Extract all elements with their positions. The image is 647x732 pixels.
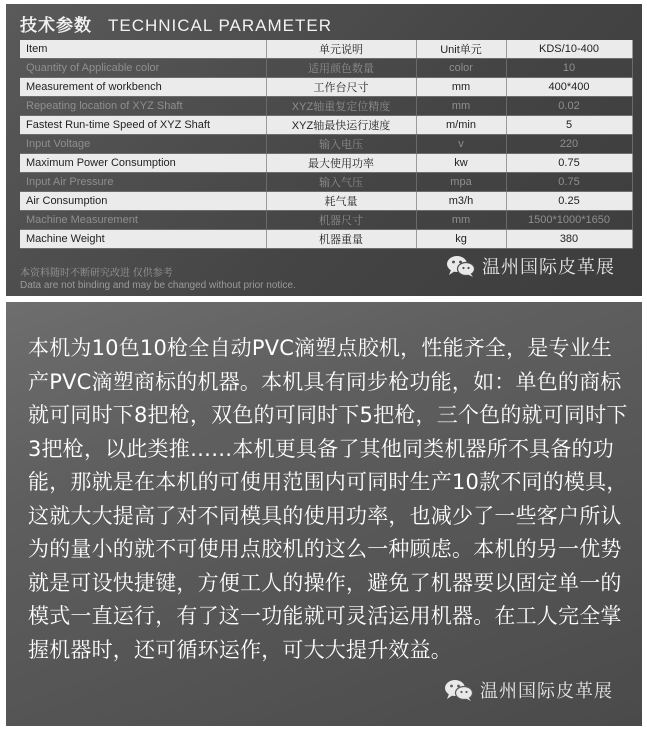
- spec-title: [20, 11, 332, 36]
- spec-item-en: Fastest Run-time Speed of XYZ Shaft: [20, 116, 266, 135]
- spec-unit: v: [416, 135, 506, 154]
- spec-title-en: TECHNICAL PARAMETER: [108, 16, 332, 35]
- spec-item-en: Machine Measurement: [20, 211, 266, 230]
- description-text: 本机为10色10枪全自动PVC滴塑点胶机，性能齐全，是专业生产PVC滴塑商标的机器。本机具有同步枪功能，如：单色的商标就可同时下8把枪，双色的可同时下5把枪，三个色的就可同时下3把枪，以此类推……本机更具备了其他同类机器所不具备的功能，那就是在本机的可使用范围内可同时生产10款不同的模具，这就大大提高了对不同模具的使用功率，也减少了一些客户所认为的量小的就不可使用点胶机的这么一种顾虑。本机的另一优势就是可设快捷键，方便工人的操作，避免了机器要以固定单一的模式一直运行，有了这一功能就可灵活运用机器。在工人完全掌握机器时，还可循环运作，可大大提升效益。: [28, 336, 628, 662]
- spec-item-en: Air Consumption: [20, 192, 266, 211]
- spec-row: [20, 135, 632, 154]
- spec-value: 220: [506, 135, 632, 154]
- spec-item-en: Input Air Pressure: [20, 173, 266, 192]
- spec-row: [20, 59, 632, 78]
- spec-item-en: Repeating location of XYZ Shaft: [20, 97, 266, 116]
- spec-table: [20, 40, 633, 249]
- spec-unit: m3/h: [416, 192, 506, 211]
- spec-unit: color: [416, 59, 506, 78]
- description-panel: [6, 302, 642, 726]
- spec-item-en: Measurement of workbench: [20, 78, 266, 97]
- brand-name: 温州国际皮革展: [480, 681, 613, 702]
- spec-item-cn: 机器尺寸: [266, 211, 416, 230]
- spec-row: [20, 116, 632, 135]
- spec-value: 1500*1000*1650: [506, 211, 632, 230]
- spec-item-cn: 耗气量: [266, 192, 416, 211]
- wechat-icon: [446, 254, 476, 278]
- spec-item-cn: 单元说明: [266, 40, 416, 59]
- spec-unit: mm: [416, 211, 506, 230]
- technical-parameter-panel: [6, 4, 642, 296]
- spec-row: [20, 78, 632, 97]
- wechat-icon: [444, 678, 474, 702]
- brand-watermark: [446, 253, 615, 279]
- spec-unit: m/min: [416, 116, 506, 135]
- spec-item-cn: XYZ轴重复定位精度: [266, 97, 416, 116]
- brand-name: 温州国际皮革展: [482, 257, 615, 278]
- spec-unit: mpa: [416, 173, 506, 192]
- spec-value: 0.75: [506, 154, 632, 173]
- spec-unit: kw: [416, 154, 506, 173]
- spec-unit: mm: [416, 78, 506, 97]
- spec-row: [20, 173, 632, 192]
- disclaimer-cn: 本资料随时不断研究改进 仅供参考: [20, 268, 173, 279]
- spec-item-cn: 输入气压: [266, 173, 416, 192]
- spec-item-cn: 最大使用功率: [266, 154, 416, 173]
- spec-value: 10: [506, 59, 632, 78]
- spec-item-en: Input Voltage: [20, 135, 266, 154]
- spec-unit: mm: [416, 97, 506, 116]
- disclaimer-en: Data are not binding and may be changed without prior notice.: [20, 280, 296, 291]
- spec-item-en: Item: [20, 40, 266, 59]
- spec-row: [20, 192, 632, 211]
- spec-value: 0.25: [506, 192, 632, 211]
- spec-value: 0.75: [506, 173, 632, 192]
- spec-item-cn: 输入电压: [266, 135, 416, 154]
- spec-item-cn: 工作台尺寸: [266, 78, 416, 97]
- spec-unit: Unit单元: [416, 40, 506, 59]
- spec-value: 5: [506, 116, 632, 135]
- spec-item-cn: XYZ轴最快运行速度: [266, 116, 416, 135]
- spec-value: 380: [506, 230, 632, 249]
- spec-value: 0.02: [506, 97, 632, 116]
- spec-title-cn: 技术参数: [20, 16, 92, 36]
- brand-watermark: [444, 677, 613, 703]
- spec-unit: kg: [416, 230, 506, 249]
- spec-value: KDS/10-400: [506, 40, 632, 59]
- spec-item-cn: 适用颜色数量: [266, 59, 416, 78]
- spec-item-en: Quantity of Applicable color: [20, 59, 266, 78]
- spec-row: [20, 40, 632, 59]
- spec-item-cn: 机器重量: [266, 230, 416, 249]
- spec-value: 400*400: [506, 78, 632, 97]
- spec-item-en: Maximum Power Consumption: [20, 154, 266, 173]
- spec-row: [20, 97, 632, 116]
- spec-item-en: Machine Weight: [20, 230, 266, 249]
- spec-row: [20, 230, 632, 249]
- spec-row: [20, 211, 632, 230]
- spec-row: [20, 154, 632, 173]
